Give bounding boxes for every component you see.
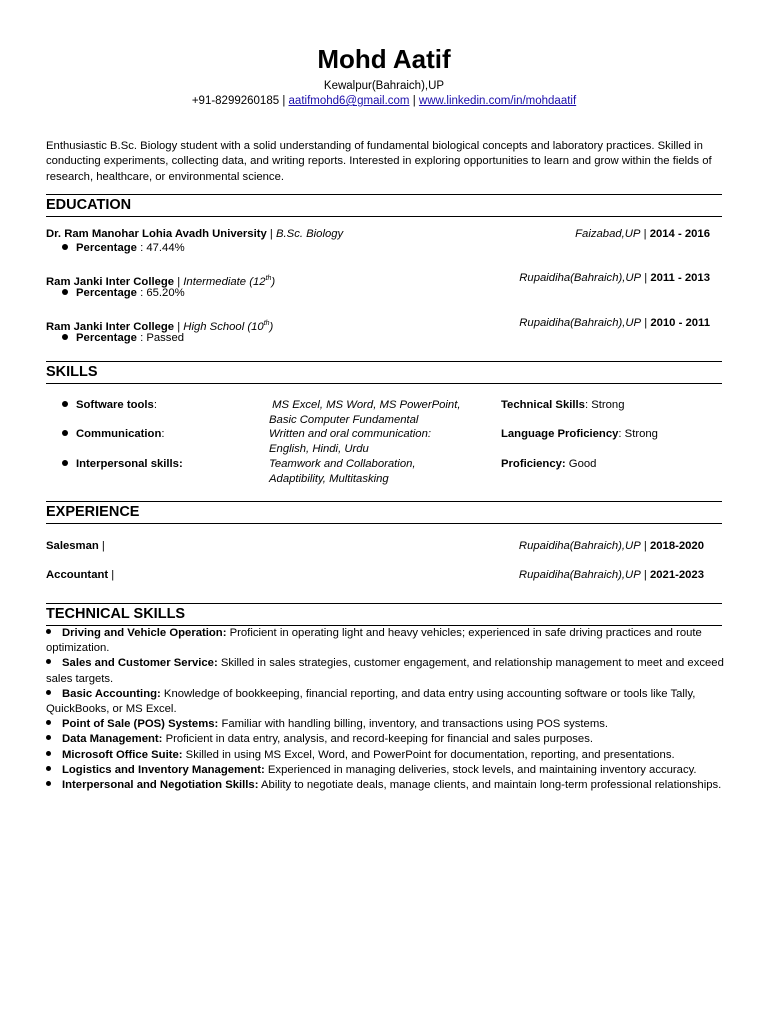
- skill-label: Communication:: [62, 427, 165, 442]
- summary: Enthusiastic B.Sc. Biology student with a solid understanding of fundamental biological concepts and laboratory practices. Skilled in conducting experiments, collecting data, and writing reports. Interested in exploring opportunities to learn and grow within the fields of research, healthcare, or environmental science.: [46, 140, 712, 183]
- degree: B.Sc. Biology: [275, 228, 344, 240]
- bullet-value: : Passed: [140, 332, 185, 344]
- experience-entry: [46, 539, 704, 554]
- bullet-label: Percentage: [76, 287, 137, 299]
- skill-proficiency: Technical Skills: Strong: [501, 399, 625, 411]
- separator: |: [643, 228, 647, 240]
- address: Kewalpur(Bahraich),UP: [323, 80, 445, 92]
- technical-skills-heading: TECHNICAL SKILLS: [46, 603, 722, 626]
- location: Rupaidiha(Bahraich),UP: [518, 569, 641, 581]
- bullet-icon: [46, 659, 51, 664]
- bullet-icon: [46, 751, 51, 756]
- list-item: Microsoft Office Suite: Skilled in using MS Excel, Word, and PowerPoint for documentation, reporting, and presentations.: [46, 748, 724, 763]
- separator: |: [643, 569, 647, 581]
- bullet-label: Percentage: [76, 242, 137, 254]
- experience-heading: EXPERIENCE: [46, 501, 722, 524]
- education-bullet: [62, 241, 185, 256]
- separator: |: [644, 272, 648, 284]
- linkedin-link[interactable]: www.linkedin.com/in/mohdaatif: [418, 95, 577, 107]
- separator: |: [177, 275, 181, 288]
- skill-value: MS Excel, MS Word, MS PowerPoint, Basic Computer Fundamental: [269, 399, 461, 426]
- years: 2011 - 2013: [650, 272, 710, 284]
- skill-value: Teamwork and Collaboration, Adaptibility, Multitasking: [269, 458, 416, 485]
- contact-separator: |: [282, 95, 286, 107]
- separator: |: [177, 320, 181, 333]
- separator: |: [643, 540, 647, 552]
- experience-entry: [46, 568, 704, 583]
- education-entry: [46, 227, 710, 242]
- bullet-label: Percentage: [76, 332, 137, 344]
- skill-label: Software tools:: [62, 398, 157, 413]
- contact-line: [0, 95, 768, 107]
- bullet-icon: [62, 334, 68, 340]
- bullet-icon: [62, 244, 68, 250]
- skill-label: Interpersonal skills:: [62, 457, 183, 472]
- bullet-icon: [46, 781, 51, 786]
- skill-value: Written and oral communication: English, Hindi, Urdu: [269, 428, 431, 455]
- institution: Dr. Ram Manohar Lohia Avadh University: [46, 228, 267, 240]
- separator: |: [269, 228, 273, 240]
- skill-proficiency: Language Proficiency: Strong: [501, 428, 658, 440]
- separator: |: [644, 317, 648, 329]
- location: Faizabad,UP: [575, 228, 641, 240]
- technical-skills-list: [46, 626, 724, 793]
- phone: +91-8299260185: [191, 95, 280, 107]
- email-link[interactable]: aatifmohd6@gmail.com: [288, 95, 410, 107]
- bullet-icon: [62, 401, 68, 407]
- degree: Intermediate (12th): [183, 275, 276, 288]
- years: 2021-2023: [649, 569, 704, 581]
- list-item: Basic Accounting: Knowledge of bookkeeping, financial reporting, and data entry using accounting software or tools like Tally, QuickBooks, or MS Excel.: [46, 687, 696, 716]
- location: Rupaidiha(Bahraich),UP: [519, 272, 642, 284]
- bullet-icon: [46, 690, 51, 695]
- contact-separator: |: [412, 95, 416, 107]
- years: 2010 - 2011: [650, 317, 710, 329]
- education-entry: [46, 271, 710, 286]
- institution: Ram Janki Inter College: [46, 275, 175, 288]
- bullet-value: : 47.44%: [140, 242, 185, 254]
- degree: High School (10th): [183, 320, 274, 333]
- location: Rupaidiha(Bahraich),UP: [519, 317, 642, 329]
- location: Rupaidiha(Bahraich),UP: [518, 540, 641, 552]
- list-item: Interpersonal and Negotiation Skills: Ability to negotiate deals, manage clients, and maintain long-term professional relationships.: [46, 778, 724, 793]
- bullet-icon: [46, 629, 51, 634]
- role: Salesman: [46, 540, 99, 552]
- bullet-icon: [62, 289, 68, 295]
- education-bullet: [62, 286, 185, 301]
- separator: |: [101, 540, 105, 552]
- list-item: Data Management: Proficient in data entry, analysis, and record-keeping for financial and sales purposes.: [46, 732, 724, 747]
- skill-proficiency: Proficiency: Good: [501, 458, 597, 470]
- bullet-icon: [46, 720, 51, 725]
- bullet-value: : 65.20%: [140, 287, 185, 299]
- list-item: Driving and Vehicle Operation: Proficient in operating light and heavy vehicles; experienced in safe driving practices and route optimization.: [46, 627, 702, 655]
- bullet-icon: [46, 766, 51, 771]
- bullet-icon: [62, 430, 68, 436]
- years: 2018-2020: [649, 540, 704, 552]
- bullet-icon: [46, 735, 51, 740]
- skills-heading: SKILLS: [46, 361, 722, 384]
- education-heading: EDUCATION: [46, 194, 722, 217]
- role: Accountant: [46, 569, 109, 581]
- bullet-icon: [62, 460, 68, 466]
- separator: |: [111, 569, 115, 581]
- years: 2014 - 2016: [649, 228, 710, 240]
- institution: Ram Janki Inter College: [46, 320, 175, 333]
- list-item: Sales and Customer Service: Skilled in sales strategies, customer engagement, and relationship management to meet and exceed sales targets.: [46, 657, 724, 685]
- education-bullet: [62, 331, 184, 346]
- list-item: Point of Sale (POS) Systems: Familiar with handling billing, inventory, and transactions using POS systems.: [46, 717, 724, 732]
- candidate-name: Mohd Aatif: [317, 44, 451, 74]
- list-item: Logistics and Inventory Management: Experienced in managing deliveries, stock levels, and maintaining inventory accuracy.: [46, 763, 724, 778]
- education-entry: [46, 316, 710, 331]
